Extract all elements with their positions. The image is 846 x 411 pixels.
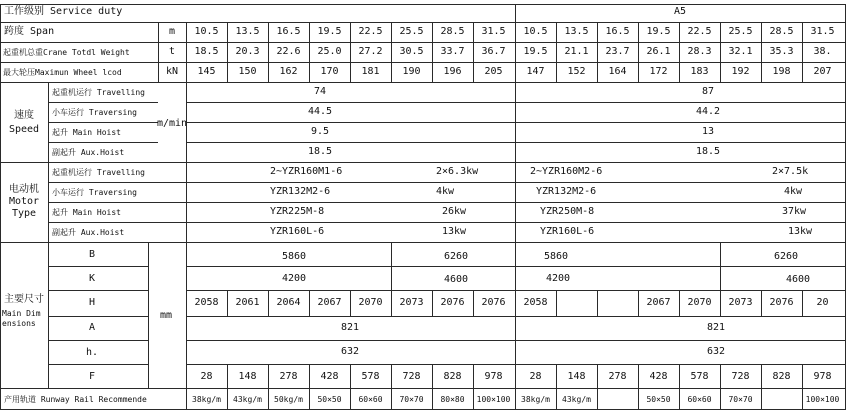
- dim-h-small-right: 632: [706, 346, 726, 357]
- rail-cell-right-5: 60×60: [687, 395, 712, 404]
- weight-cell-right-7: 35.3: [769, 46, 794, 57]
- dim-h-cell-right-1: 2058: [523, 297, 548, 308]
- weight-cell-right-5: 28.3: [687, 46, 712, 57]
- dim-f-cell-left-4: 428: [320, 371, 339, 382]
- speed-main-hoist-right: 13: [701, 126, 715, 137]
- weight-cell-left-4: 25.0: [317, 46, 342, 57]
- weight-cell-right-4: 26.1: [646, 46, 671, 57]
- dim-h-cell-left-8: 2076: [481, 297, 506, 308]
- rail-cell-right-8: 100×100: [805, 395, 840, 404]
- motor-main-hoist-right-power: 37kw: [782, 206, 807, 217]
- speed-aux-hoist-right: 18.5: [695, 146, 721, 157]
- dim-f-cell-left-2: 148: [238, 371, 257, 382]
- span-cell-right-4: 19.5: [646, 26, 671, 37]
- wheel-cell-right-3: 164: [608, 66, 627, 77]
- wheel-cell-left-6: 190: [402, 66, 421, 77]
- dim-b-right-2: 6260: [773, 251, 799, 262]
- span-cell-right-6: 25.5: [728, 26, 753, 37]
- motor-aux-hoist-left-power: 13kw: [442, 226, 467, 237]
- speed-aux-hoist-label: 副起升 Aux.Hoist: [52, 148, 125, 157]
- span-cell-right-2: 13.5: [564, 26, 589, 37]
- a5-header: A5: [673, 6, 687, 17]
- speed-traversing-right: 44.2: [695, 106, 721, 117]
- dim-f-cell-right-1: 28: [529, 371, 542, 382]
- motor-group-cn: 电动机: [9, 184, 39, 195]
- wheel-cell-left-2: 150: [238, 66, 257, 77]
- speed-main-hoist-label: 起升 Main Hoist: [52, 128, 121, 137]
- span-cell-right-5: 22.5: [687, 26, 712, 37]
- wheel-cell-right-5: 183: [690, 66, 709, 77]
- speed-traversing-label: 小车运行 Traversing: [52, 108, 137, 117]
- rail-cell-left-8: 100×100: [476, 395, 511, 404]
- weight-cell-right-6: 32.1: [728, 46, 753, 57]
- motor-travelling-left-model: 2~YZR160M1-6: [270, 166, 343, 177]
- rail-cell-right-6: 70×70: [728, 395, 753, 404]
- span-cell-left-3: 16.5: [276, 26, 301, 37]
- dim-k-right-1: 4200: [545, 273, 571, 284]
- span-cell-left-1: 10.5: [194, 26, 219, 37]
- speed-group-en: Speed: [8, 124, 40, 135]
- rail-cell-left-3: 50kg/m: [274, 395, 303, 404]
- dim-k-right-2: 4600: [785, 274, 811, 285]
- dim-h-cell-right-8: 20: [816, 297, 829, 308]
- dim-k-label: K: [88, 273, 96, 284]
- motor-travelling-right-model: 2~YZR160M2-6: [530, 166, 603, 177]
- dim-f-cell-right-5: 578: [690, 371, 709, 382]
- wheel-cell-left-7: 196: [443, 66, 462, 77]
- rail-cell-right-1: 38kg/m: [521, 395, 550, 404]
- speed-aux-hoist-left: 18.5: [307, 146, 333, 157]
- motor-travelling-label: 起重机运行 Travelling: [52, 168, 145, 177]
- dim-h-cell-left-7: 2076: [440, 297, 465, 308]
- rail-label: 产用轨道 Runway Rail Recommende: [4, 395, 147, 404]
- dim-f-cell-left-5: 578: [361, 371, 380, 382]
- span-cell-right-1: 10.5: [523, 26, 548, 37]
- rail-cell-left-1: 38kg/m: [192, 395, 221, 404]
- weight-cell-left-7: 33.7: [440, 46, 465, 57]
- wheel-cell-left-4: 170: [320, 66, 339, 77]
- dim-h-cell-left-3: 2064: [276, 297, 301, 308]
- dims-group-en1: Main Dim: [2, 309, 41, 318]
- span-cell-right-3: 16.5: [605, 26, 630, 37]
- weight-cell-right-8: 38.: [813, 46, 832, 57]
- dim-f-cell-right-2: 148: [567, 371, 586, 382]
- motor-main-hoist-left-model: YZR225M-8: [270, 206, 325, 217]
- dim-b-left-2: 6260: [443, 251, 469, 262]
- speed-unit: m/min: [156, 118, 188, 129]
- dim-f-cell-right-8: 978: [813, 371, 832, 382]
- motor-traversing-right-model: YZR132M2-6: [536, 186, 597, 197]
- dim-h-cell-right-5: 2070: [687, 297, 712, 308]
- motor-aux-hoist-right-model: YZR160L-6: [540, 226, 595, 237]
- weight-cell-right-2: 21.1: [564, 46, 589, 57]
- span-cell-left-6: 25.5: [399, 26, 424, 37]
- motor-main-hoist-right-model: YZR250M-8: [540, 206, 595, 217]
- dim-a-label: A: [88, 322, 96, 333]
- wheel-cell-right-8: 207: [813, 66, 832, 77]
- span-cell-left-4: 19.5: [317, 26, 342, 37]
- dim-f-cell-left-8: 978: [484, 371, 503, 382]
- dim-f-cell-right-3: 278: [608, 371, 627, 382]
- weight-cell-left-5: 27.2: [358, 46, 383, 57]
- wheel-cell-left-1: 145: [197, 66, 216, 77]
- weight-cell-right-1: 19.5: [523, 46, 548, 57]
- dims-unit: mm: [159, 310, 173, 321]
- motor-aux-hoist-left-model: YZR160L-6: [270, 226, 325, 237]
- rail-cell-right-4: 50×50: [646, 395, 671, 404]
- dim-h-cell-right-7: 2076: [769, 297, 794, 308]
- motor-traversing-label: 小车运行 Traversing: [52, 188, 137, 197]
- dim-h-small-left: 632: [340, 346, 360, 357]
- speed-travelling-right: 87: [701, 86, 715, 97]
- wheel-cell-right-7: 198: [772, 66, 791, 77]
- dim-f-cell-left-3: 278: [279, 371, 298, 382]
- span-cell-left-5: 22.5: [358, 26, 383, 37]
- dim-h-cell-left-4: 2067: [317, 297, 342, 308]
- wheel-cell-right-2: 152: [567, 66, 586, 77]
- motor-travelling-left-power: 2×6.3kw: [436, 166, 479, 177]
- dim-k-left-1: 4200: [281, 273, 307, 284]
- dim-f-cell-right-7: 828: [772, 371, 791, 382]
- span-cell-left-7: 28.5: [440, 26, 465, 37]
- weight-cell-left-3: 22.6: [276, 46, 301, 57]
- span-unit: m: [168, 26, 176, 37]
- motor-traversing-left-power: 4kw: [436, 186, 455, 197]
- dim-h-cell-right-6: 2073: [728, 297, 753, 308]
- motor-aux-hoist-right-power: 13kw: [788, 226, 813, 237]
- weight-cell-right-3: 23.7: [605, 46, 630, 57]
- dim-f-cell-right-4: 428: [649, 371, 668, 382]
- motor-aux-hoist-label: 副起升 Aux.Hoist: [52, 228, 125, 237]
- span-cell-right-8: 31.5: [810, 26, 835, 37]
- rail-cell-left-6: 70×70: [399, 395, 424, 404]
- weight-label: 起重机总重Crane Totdl Weight: [3, 48, 130, 57]
- dims-group-cn: 主要尺寸: [4, 294, 44, 305]
- rail-cell-left-2: 43kg/m: [233, 395, 262, 404]
- dim-f-cell-left-1: 28: [200, 371, 213, 382]
- weight-cell-left-6: 30.5: [399, 46, 424, 57]
- motor-main-hoist-label: 起升 Main Hoist: [52, 208, 121, 217]
- speed-main-hoist-left: 9.5: [310, 126, 330, 137]
- dim-h-cell-left-2: 2061: [235, 297, 260, 308]
- weight-cell-left-2: 20.3: [235, 46, 260, 57]
- speed-traversing-left: 44.5: [307, 106, 333, 117]
- dim-h-small-label: h.: [85, 347, 99, 358]
- motor-traversing-right-power: 4kw: [784, 186, 803, 197]
- dim-f-label: F: [88, 371, 96, 382]
- speed-travelling-label: 起重机运行 Travelling: [52, 88, 145, 97]
- motor-main-hoist-left-power: 26kw: [442, 206, 467, 217]
- dim-f-cell-left-6: 728: [402, 371, 421, 382]
- rail-cell-left-7: 80×80: [440, 395, 465, 404]
- dim-k-left-2: 4600: [443, 274, 469, 285]
- motor-group-en1: Motor: [8, 196, 40, 207]
- rail-cell-left-5: 60×60: [358, 395, 383, 404]
- wheel-label: 最大轮压Maximun Wheel lcod: [3, 68, 122, 77]
- dim-b-right-1: 5860: [543, 251, 569, 262]
- wheel-cell-right-1: 147: [526, 66, 545, 77]
- motor-group-en2: Type: [11, 208, 37, 219]
- dim-h-cell-right-4: 2067: [646, 297, 671, 308]
- service-duty-label: 工作级别 Service duty: [4, 6, 123, 17]
- dim-f-cell-right-6: 728: [731, 371, 750, 382]
- dim-h-cell-left-6: 2073: [399, 297, 424, 308]
- dims-group-en2: ensions: [2, 319, 36, 328]
- weight-cell-left-8: 36.7: [481, 46, 506, 57]
- dim-h-label: H: [88, 297, 96, 308]
- speed-travelling-left: 74: [313, 86, 327, 97]
- dim-b-left-1: 5860: [281, 251, 307, 262]
- rail-cell-right-2: 43kg/m: [562, 395, 591, 404]
- span-label: 跨度 Span: [4, 26, 55, 37]
- weight-cell-left-1: 18.5: [194, 46, 219, 57]
- motor-traversing-left-model: YZR132M2-6: [270, 186, 331, 197]
- rail-cell-left-4: 50×50: [317, 395, 342, 404]
- wheel-cell-right-4: 172: [649, 66, 668, 77]
- span-cell-right-7: 28.5: [769, 26, 794, 37]
- dim-h-cell-left-1: 2058: [194, 297, 219, 308]
- wheel-cell-left-8: 205: [484, 66, 503, 77]
- span-cell-left-8: 31.5: [481, 26, 506, 37]
- dim-a-left: 821: [340, 322, 360, 333]
- wheel-cell-left-5: 181: [361, 66, 380, 77]
- speed-group-cn: 速度: [14, 110, 34, 121]
- motor-travelling-right-power: 2×7.5k: [772, 166, 809, 177]
- span-cell-left-2: 13.5: [235, 26, 260, 37]
- wheel-cell-left-3: 162: [279, 66, 298, 77]
- dim-f-cell-left-7: 828: [443, 371, 462, 382]
- dim-b-label: B: [88, 249, 96, 260]
- wheel-unit: kN: [165, 66, 179, 77]
- weight-unit: t: [168, 46, 176, 57]
- dim-h-cell-left-5: 2070: [358, 297, 383, 308]
- dim-a-right: 821: [706, 322, 726, 333]
- wheel-cell-right-6: 192: [731, 66, 750, 77]
